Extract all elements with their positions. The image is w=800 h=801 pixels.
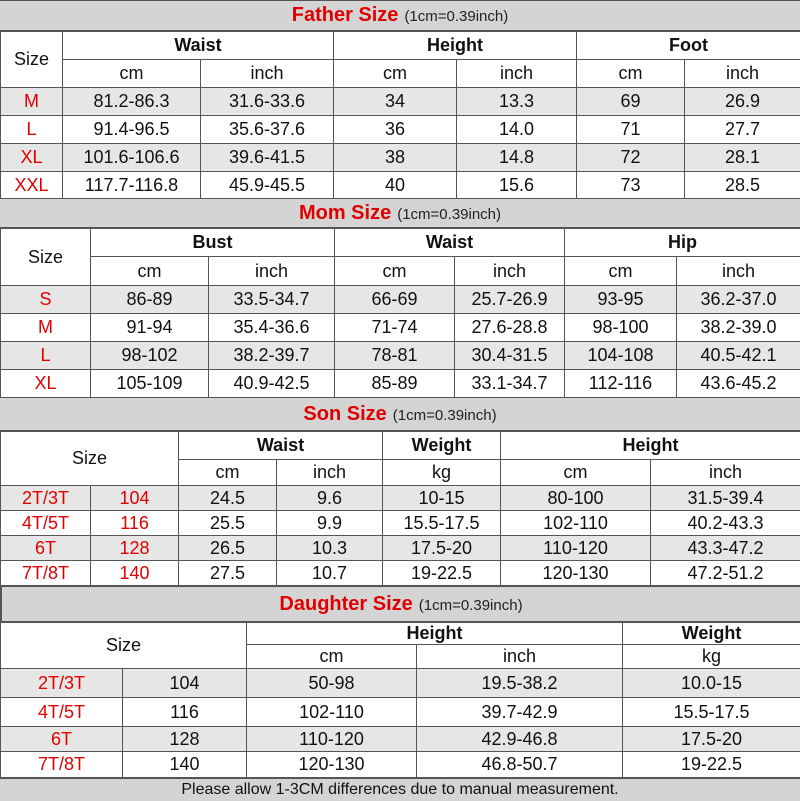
table-row (1, 669, 800, 698)
son-size-header: Size (1, 432, 179, 486)
father-title-bar (0, 0, 800, 31)
son-group-weight: Weight (383, 432, 501, 460)
daughter-title-bar (0, 586, 800, 622)
daughter-conversion-note: (1cm=0.39inch) (419, 597, 523, 614)
value-cell: 19-22.5 (383, 561, 501, 586)
unit-cell: cm (63, 60, 201, 88)
value-cell: 15.5-17.5 (623, 698, 800, 727)
unit-cell: cm (91, 257, 209, 286)
value-cell: 19-22.5 (623, 752, 800, 778)
mom-group-waist: Waist (335, 229, 565, 257)
value-cell: 10.3 (277, 536, 383, 561)
unit-cell: inch (201, 60, 334, 88)
value-cell: 36 (334, 116, 457, 144)
unit-cell: inch (455, 257, 565, 286)
value-cell: 117.7-116.8 (63, 172, 201, 199)
unit-cell: inch (417, 645, 623, 669)
value-cell: 110-120 (501, 536, 651, 561)
daughter-header-row (1, 623, 800, 645)
size-cell: XXL (1, 172, 63, 199)
size-number-cell: 104 (123, 669, 247, 698)
value-cell: 40.5-42.1 (677, 342, 800, 370)
value-cell: 35.4-36.6 (209, 314, 335, 342)
table-row (1, 370, 800, 398)
table-row (1, 314, 800, 342)
value-cell: 34 (334, 88, 457, 116)
daughter-group-weight: Weight (623, 623, 800, 645)
son-table (0, 431, 800, 586)
value-cell: 91-94 (91, 314, 209, 342)
value-cell: 39.6-41.5 (201, 144, 334, 172)
value-cell: 38 (334, 144, 457, 172)
value-cell: 17.5-20 (623, 727, 800, 752)
mom-table (0, 228, 800, 398)
value-cell: 40 (334, 172, 457, 199)
table-row (1, 286, 800, 314)
value-cell: 80-100 (501, 486, 651, 511)
unit-cell: cm (179, 460, 277, 486)
father-title: Father Size (292, 4, 399, 26)
value-cell: 10.0-15 (623, 669, 800, 698)
value-cell: 86-89 (91, 286, 209, 314)
table-row (1, 144, 800, 172)
table-row (1, 727, 800, 752)
size-cell: 2T/3T (1, 486, 91, 511)
daughter-group-height: Height (247, 623, 623, 645)
value-cell: 27.6-28.8 (455, 314, 565, 342)
value-cell: 73 (577, 172, 685, 199)
value-cell: 50-98 (247, 669, 417, 698)
value-cell: 9.9 (277, 511, 383, 536)
daughter-table (0, 622, 800, 778)
mom-title-bar (0, 198, 800, 228)
value-cell: 35.6-37.6 (201, 116, 334, 144)
table-row (1, 752, 800, 778)
size-cell: 7T/8T (1, 752, 123, 778)
value-cell: 93-95 (565, 286, 677, 314)
table-row (1, 172, 800, 199)
size-cell: 4T/5T (1, 698, 123, 727)
father-table (0, 31, 800, 199)
son-conversion-note: (1cm=0.39inch) (393, 407, 497, 424)
value-cell: 43.3-47.2 (651, 536, 800, 561)
value-cell: 38.2-39.0 (677, 314, 800, 342)
value-cell: 120-130 (247, 752, 417, 778)
unit-cell: cm (247, 645, 417, 669)
value-cell: 71 (577, 116, 685, 144)
father-size-header: Size (1, 32, 63, 88)
father-header-row (1, 32, 800, 60)
value-cell: 81.2-86.3 (63, 88, 201, 116)
value-cell: 13.3 (457, 88, 577, 116)
value-cell: 30.4-31.5 (455, 342, 565, 370)
value-cell: 69 (577, 88, 685, 116)
value-cell: 27.7 (685, 116, 800, 144)
mom-header-row (1, 229, 800, 257)
mom-title: Mom Size (299, 202, 391, 224)
table-row (1, 698, 800, 727)
table-row (1, 88, 800, 116)
son-title-bar (0, 397, 800, 431)
footer-note: Please allow 1-3CM differences due to manual measurement. (0, 778, 800, 801)
size-cell: M (1, 88, 63, 116)
size-number-cell: 116 (91, 511, 179, 536)
unit-cell: kg (383, 460, 501, 486)
value-cell: 9.6 (277, 486, 383, 511)
father-group-waist: Waist (63, 32, 334, 60)
value-cell: 105-109 (91, 370, 209, 398)
value-cell: 33.1-34.7 (455, 370, 565, 398)
value-cell: 24.5 (179, 486, 277, 511)
value-cell: 71-74 (335, 314, 455, 342)
father-unit-row (1, 60, 800, 88)
value-cell: 19.5-38.2 (417, 669, 623, 698)
mom-group-bust: Bust (91, 229, 335, 257)
value-cell: 91.4-96.5 (63, 116, 201, 144)
size-cell: 6T (1, 536, 91, 561)
unit-cell: cm (334, 60, 457, 88)
son-title: Son Size (303, 403, 386, 425)
table-row (1, 116, 800, 144)
value-cell: 15.5-17.5 (383, 511, 501, 536)
size-cell: M (1, 314, 91, 342)
daughter-title: Daughter Size (279, 593, 412, 615)
value-cell: 47.2-51.2 (651, 561, 800, 586)
value-cell: 104-108 (565, 342, 677, 370)
value-cell: 33.5-34.7 (209, 286, 335, 314)
value-cell: 17.5-20 (383, 536, 501, 561)
size-cell: 2T/3T (1, 669, 123, 698)
size-cell: 6T (1, 727, 123, 752)
daughter-size-header: Size (1, 623, 247, 669)
value-cell: 66-69 (335, 286, 455, 314)
value-cell: 46.8-50.7 (417, 752, 623, 778)
value-cell: 78-81 (335, 342, 455, 370)
unit-cell: inch (457, 60, 577, 88)
value-cell: 98-102 (91, 342, 209, 370)
size-number-cell: 128 (123, 727, 247, 752)
father-conversion-note: (1cm=0.39inch) (404, 8, 508, 25)
size-cell: L (1, 116, 63, 144)
value-cell: 14.0 (457, 116, 577, 144)
value-cell: 40.2-43.3 (651, 511, 800, 536)
value-cell: 25.5 (179, 511, 277, 536)
size-number-cell: 104 (91, 486, 179, 511)
value-cell: 102-110 (501, 511, 651, 536)
value-cell: 98-100 (565, 314, 677, 342)
size-number-cell: 116 (123, 698, 247, 727)
unit-cell: inch (685, 60, 800, 88)
table-row (1, 536, 800, 561)
mom-unit-row (1, 257, 800, 286)
size-cell: 7T/8T (1, 561, 91, 586)
value-cell: 120-130 (501, 561, 651, 586)
mom-group-hip: Hip (565, 229, 800, 257)
size-cell: XL (1, 370, 91, 398)
size-cell: S (1, 286, 91, 314)
table-row (1, 342, 800, 370)
father-group-height: Height (334, 32, 577, 60)
value-cell: 10-15 (383, 486, 501, 511)
value-cell: 110-120 (247, 727, 417, 752)
value-cell: 39.7-42.9 (417, 698, 623, 727)
value-cell: 31.5-39.4 (651, 486, 800, 511)
value-cell: 26.9 (685, 88, 800, 116)
unit-cell: cm (577, 60, 685, 88)
unit-cell: inch (209, 257, 335, 286)
size-cell: L (1, 342, 91, 370)
value-cell: 15.6 (457, 172, 577, 199)
value-cell: 101.6-106.6 (63, 144, 201, 172)
value-cell: 85-89 (335, 370, 455, 398)
father-group-foot: Foot (577, 32, 800, 60)
table-row (1, 486, 800, 511)
mom-size-header: Size (1, 229, 91, 286)
value-cell: 42.9-46.8 (417, 727, 623, 752)
size-number-cell: 128 (91, 536, 179, 561)
unit-cell: cm (565, 257, 677, 286)
unit-cell: kg (623, 645, 800, 669)
value-cell: 25.7-26.9 (455, 286, 565, 314)
son-header-row (1, 432, 800, 460)
unit-cell: cm (501, 460, 651, 486)
unit-cell: inch (277, 460, 383, 486)
value-cell: 43.6-45.2 (677, 370, 800, 398)
value-cell: 28.1 (685, 144, 800, 172)
son-group-waist: Waist (179, 432, 383, 460)
size-number-cell: 140 (123, 752, 247, 778)
value-cell: 14.8 (457, 144, 577, 172)
value-cell: 40.9-42.5 (209, 370, 335, 398)
value-cell: 112-116 (565, 370, 677, 398)
value-cell: 45.9-45.5 (201, 172, 334, 199)
value-cell: 10.7 (277, 561, 383, 586)
value-cell: 31.6-33.6 (201, 88, 334, 116)
table-row (1, 511, 800, 536)
value-cell: 36.2-37.0 (677, 286, 800, 314)
value-cell: 72 (577, 144, 685, 172)
value-cell: 102-110 (247, 698, 417, 727)
size-cell: XL (1, 144, 63, 172)
mom-conversion-note: (1cm=0.39inch) (397, 206, 501, 223)
value-cell: 28.5 (685, 172, 800, 199)
size-number-cell: 140 (91, 561, 179, 586)
son-group-height: Height (501, 432, 800, 460)
value-cell: 26.5 (179, 536, 277, 561)
value-cell: 27.5 (179, 561, 277, 586)
unit-cell: inch (677, 257, 800, 286)
table-row (1, 561, 800, 586)
size-cell: 4T/5T (1, 511, 91, 536)
unit-cell: inch (651, 460, 800, 486)
value-cell: 38.2-39.7 (209, 342, 335, 370)
unit-cell: cm (335, 257, 455, 286)
